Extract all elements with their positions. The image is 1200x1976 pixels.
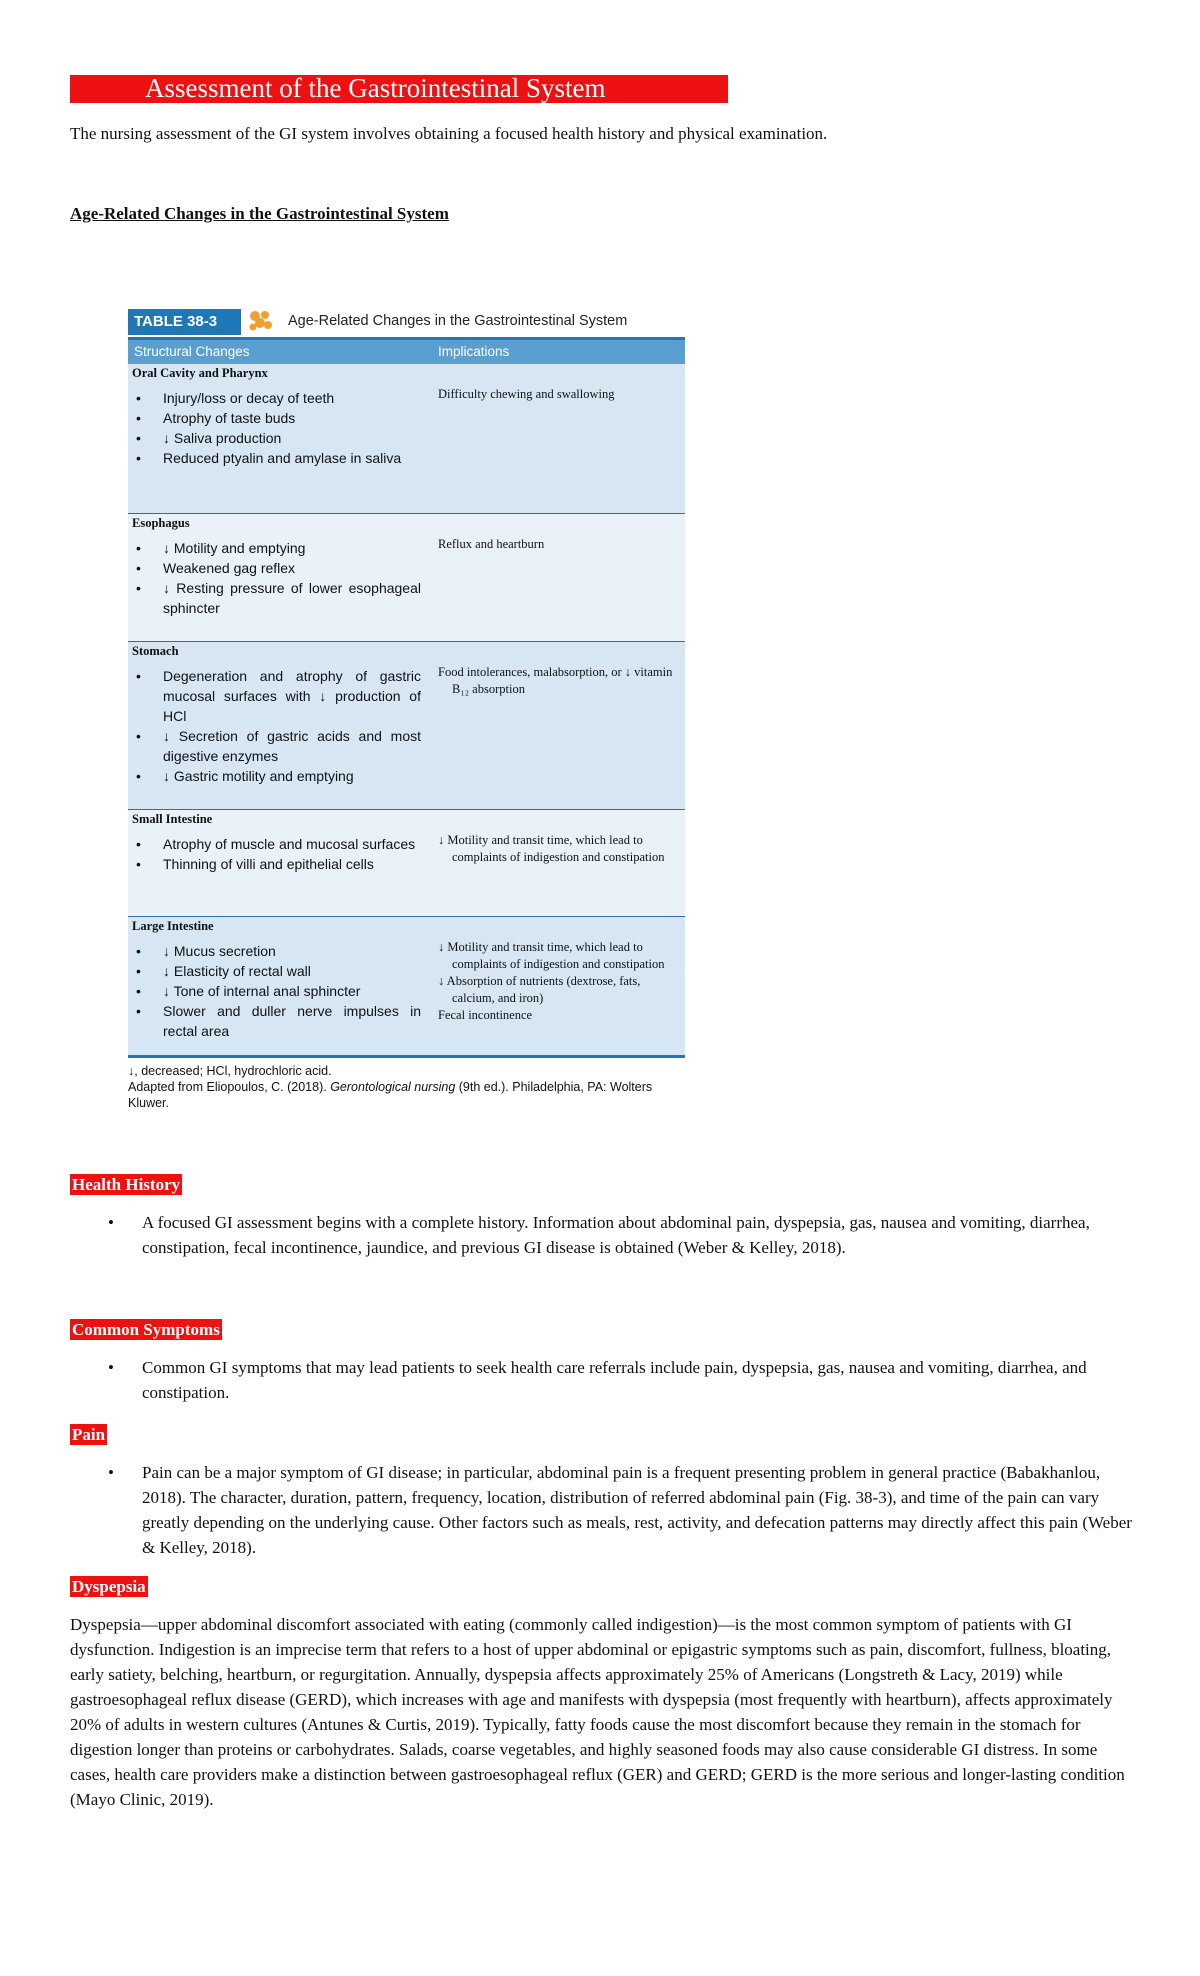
dyspepsia-paragraph: Dyspepsia—upper abdominal discomfort associated with eating (commonly called indigestion)—is the most common symptom of patients with GI dysfunction. Indigestion is an imprecise term that refers to a host of upper abdominal or epigastric symptoms such as pain, discomfort, fullness, bloating, early satiety, belching, heartburn, or regurgitation. Annually, dyspepsia affects approximately 25% of Americans (Longstreth & Lacy, 2019) while gastroesophageal reflux disease (GERD), which increases with age and manifests with dyspepsia (most frequently with heartburn), affects approximately 20% of adults in western cultures (Antunes & Curtis, 2019). Typically, fatty foods cause the most discomfort because they remain in the stomach for digestion longer than proteins or carbohydrates. Salads, coarse vegetables, and highly seasoned foods may also cause considerable GI distress. In some cases, health care providers make a distinction between gastroesophageal reflux (GER) and GERD; GERD is the more serious and longer-lasting condition (Mayo Clinic, 2019). — [70, 1615, 1125, 1809]
heading-common-symptoms: Common Symptoms — [72, 1320, 220, 1339]
implications — [438, 832, 678, 866]
table-caption: Age-Related Changes in the Gastrointestinal System — [288, 313, 628, 329]
section-title: Stomach — [132, 644, 179, 658]
table-section-large-intestine — [128, 917, 685, 1055]
implications — [438, 664, 678, 698]
intro-text: The nursing assessment of the GI system involves obtaining a focused health history and physical examination. — [70, 124, 828, 143]
implication-item: Difficulty chewing and swallowing — [438, 387, 615, 401]
list-item: • ↓ Tone of internal anal sphincter — [136, 981, 421, 1001]
implication-item: ↓ Absorption of nutrients (dextrose, fats, calcium, and iron) — [438, 974, 641, 1005]
footnote-abbrev: ↓, decreased; HCl, hydrochloric acid. — [128, 1064, 332, 1078]
list-item: • Weakened gag reflex — [136, 558, 421, 578]
health-history-bullet — [108, 1210, 1138, 1260]
table-section-small-intestine — [128, 810, 685, 916]
list-item: • ↓ Secretion of gastric acids and most digestive enzymes — [136, 726, 421, 766]
implications — [438, 386, 678, 403]
implication-item: Fecal incontinence — [438, 1008, 533, 1022]
bullet-text: Pain can be a major symptom of GI disease; in particular, abdominal pain is a frequent presenting problem in general practice (Babakhanlou, 2018). The character, duration, pattern, frequency, location, distribution of referred abdominal pain (Fig. 38-3), and time of the pain can vary greatly depending on the underlying cause. Other factors such as meals, rest, activity, and defecation patterns may directly affect this pain (Weber & Kelley, 2018). — [142, 1463, 1132, 1557]
implication-item: ↓ Motility and transit time, which lead to complaints of indigestion and constipation — [438, 940, 665, 971]
list-item: • Reduced ptyalin and amylase in saliva — [136, 448, 421, 468]
table-header — [128, 305, 685, 340]
heading-pain: Pain — [72, 1425, 106, 1444]
list-item: • Atrophy of muscle and mucosal surfaces — [136, 834, 421, 854]
age-changes-table — [128, 305, 685, 1117]
table-footnote — [128, 1063, 685, 1111]
structural-change-list — [136, 834, 421, 874]
structural-change-list — [136, 666, 421, 786]
bullet-dot: • — [108, 1358, 114, 1377]
list-item: • Atrophy of taste buds — [136, 408, 421, 428]
list-item: • Thinning of villi and epithelial cells — [136, 854, 421, 874]
list-item: • ↓ Gastric motility and emptying — [136, 766, 421, 786]
list-item: • ↓ Elasticity of rectal wall — [136, 961, 421, 981]
table-section-esophagus — [128, 514, 685, 641]
heading-dyspepsia: Dyspepsia — [72, 1577, 146, 1596]
heading-health-history: Health History — [72, 1175, 181, 1194]
table-bottom-rule — [128, 1055, 685, 1058]
table-section-stomach — [128, 642, 685, 809]
bullet-dot: • — [108, 1213, 114, 1232]
age-cluster-icon — [246, 307, 274, 335]
section-title: Small Intestine — [132, 812, 213, 826]
pain-bullet — [108, 1460, 1138, 1560]
structural-change-list — [136, 388, 421, 468]
implication-item: Food intolerances, malabsorption, or ↓ vitamin B₁₂ absorption — [438, 665, 673, 696]
list-item: • Injury/loss or decay of teeth — [136, 388, 421, 408]
column-header-implications: Implications — [438, 344, 510, 359]
bullet-dot: • — [108, 1463, 114, 1482]
section-title: Large Intestine — [132, 919, 214, 933]
implication-item: Reflux and heartburn — [438, 537, 545, 551]
implications — [438, 939, 678, 1024]
common-symptoms-bullet — [108, 1355, 1138, 1405]
bullet-text: A focused GI assessment begins with a complete history. Information about abdominal pain, dyspepsia, gas, nausea and vomiting, diarrhea, constipation, fecal incontinence, jaundice, and previous GI disease is obtained (Weber & Kelley, 2018). — [142, 1213, 1090, 1257]
list-item: • ↓ Motility and emptying — [136, 538, 421, 558]
list-item: • ↓ Mucus secretion — [136, 941, 421, 961]
structural-change-list — [136, 538, 421, 618]
section-title: Esophagus — [132, 516, 190, 530]
list-item: • ↓ Resting pressure of lower esophageal sphincter — [136, 578, 421, 618]
table-section-oral — [128, 364, 685, 513]
page-title: Assessment of the Gastrointestinal System — [145, 73, 606, 103]
list-item: • Degeneration and atrophy of gastric mucosal surfaces with ↓ production of HCl — [136, 666, 421, 726]
list-item: • Slower and duller nerve impulses in rectal area — [136, 1001, 421, 1041]
implications — [438, 536, 678, 553]
table-label: TABLE 38-3 — [128, 309, 241, 335]
structural-change-list — [136, 941, 421, 1041]
bullet-text: Common GI symptoms that may lead patients to seek health care referrals include pain, dyspepsia, gas, nausea and vomiting, diarrhea, and constipation. — [142, 1358, 1087, 1402]
section-title: Oral Cavity and Pharynx — [132, 366, 268, 380]
age-related-heading: Age-Related Changes in the Gastrointestinal System — [70, 204, 449, 223]
column-header-structural: Structural Changes — [134, 344, 250, 359]
table-column-headers — [128, 340, 685, 364]
list-item: • ↓ Saliva production — [136, 428, 421, 448]
table-source: Adapted from Eliopoulos, C. (2018). Gerontological nursing (9th ed.). Philadelphia, PA: Wolters Kluwer. — [128, 1080, 653, 1110]
implication-item: ↓ Motility and transit time, which lead to complaints of indigestion and constipation — [438, 833, 665, 864]
